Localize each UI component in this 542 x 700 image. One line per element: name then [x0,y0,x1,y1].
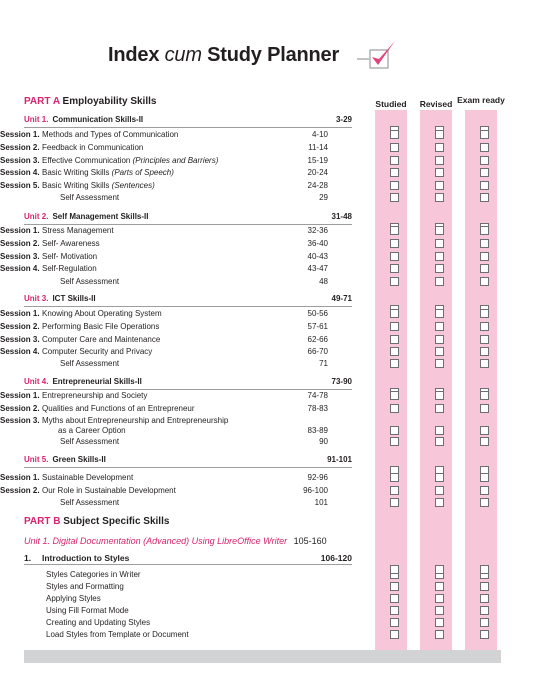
session-checkbox[interactable] [480,498,489,507]
session-label: Session 1. [0,226,40,235]
session-checkbox[interactable] [435,391,444,400]
part-a-label: PART A [24,96,60,107]
session-checkbox[interactable] [480,473,489,482]
unit-label: Unit 2. [24,212,49,221]
session-label: Session 1. [0,309,40,318]
session-checkbox[interactable] [435,143,444,152]
session-title: Basic Writing Skills (Sentences) [42,181,155,190]
session-title: Effective Communication (Principles and Barriers) [42,156,219,165]
session-checkbox[interactable] [435,277,444,286]
partb-item: Load Styles from Template or Document [46,630,189,639]
unit-rule [24,467,352,468]
session-title: Computer Security and Privacy [42,347,153,356]
unit-title: Entrepreneurial Skills-II [52,377,142,386]
partb-item-checkbox[interactable] [390,606,399,615]
session-checkbox[interactable] [435,130,444,139]
session-title: Stress Management [42,226,114,235]
unit-title: Green Skills-II [52,455,106,464]
session-title: Self Assessment [60,437,120,446]
session-title: Our Role in Sustainable Development [42,486,176,495]
session-label: Session 3. [0,156,40,165]
session-pages: 62-66 [307,335,328,344]
partb-item-checkbox[interactable] [435,618,444,627]
part-b-heading [24,516,169,527]
session-checkbox[interactable] [435,239,444,248]
partb-unit-pages: 105-160 [293,536,327,546]
session-title: Self- Motivation [42,252,98,261]
session-checkbox[interactable] [480,168,489,177]
session-checkbox[interactable] [435,426,444,435]
unit-heading [24,212,352,221]
partb-item-checkbox[interactable] [390,582,399,591]
session-checkbox[interactable] [390,168,399,177]
part-b-label: PART B [24,516,61,527]
session-checkbox[interactable] [390,473,399,482]
unit-heading [24,455,352,464]
unit-heading [24,294,352,303]
session-title-cont: as a Career Option [58,426,126,435]
session-pages: 74-78 [307,391,328,400]
title-italic: cum [164,44,202,66]
session-label: Session 3. [0,252,40,261]
column-header-exam-ready: Exam ready [457,95,505,105]
session-checkbox[interactable] [390,277,399,286]
session-checkbox[interactable] [480,277,489,286]
session-checkbox[interactable] [435,168,444,177]
partb-topic-checkbox[interactable] [480,565,489,574]
session-checkbox[interactable] [390,264,399,273]
unit-title: ICT Skills-II [52,294,96,303]
session-label: Session 4. [0,347,40,356]
session-checkbox[interactable] [480,335,489,344]
unit-pages: 49-71 [331,294,352,303]
session-checkbox[interactable] [390,335,399,344]
session-title: Self Assessment [60,277,120,286]
partb-item-checkbox[interactable] [480,630,489,639]
partb-item-checkbox[interactable] [480,606,489,615]
unit-label: Unit 5. [24,455,49,464]
session-pages: 36-40 [307,239,328,248]
session-title: Self Assessment [60,359,120,368]
unit-heading [24,115,352,124]
session-checkbox[interactable] [390,426,399,435]
unit-pages: 73-90 [331,377,352,386]
session-checkbox[interactable] [480,264,489,273]
session-checkbox[interactable] [480,322,489,331]
session-pages: 4-10 [311,130,328,139]
session-title: Sustainable Development [42,473,134,482]
session-label: Session 5. [0,181,40,190]
session-title: Methods and Types of Communication [42,130,179,139]
session-label: Session 1. [0,391,40,400]
session-checkbox[interactable] [390,437,399,446]
session-checkbox[interactable] [480,437,489,446]
session-checkbox[interactable] [480,391,489,400]
session-checkbox[interactable] [390,322,399,331]
session-checkbox[interactable] [390,486,399,495]
unit-pages: 91-101 [327,455,352,464]
partb-topic-title: Introduction to Styles [42,553,130,563]
unit-label: Unit 3. [24,294,49,303]
session-checkbox[interactable] [480,486,489,495]
session-pages: 71 [319,359,328,368]
session-pages: 50-56 [307,309,328,318]
unit-rule [24,306,352,307]
session-checkbox[interactable] [390,347,399,356]
session-checkbox[interactable] [390,309,399,318]
partb-item: Using Fill Format Mode [46,606,129,615]
session-checkbox[interactable] [480,426,489,435]
partb-item-checkbox[interactable] [390,630,399,639]
partb-item-checkbox[interactable] [435,594,444,603]
session-checkbox[interactable] [480,252,489,261]
partb-topic-checkbox[interactable] [390,565,399,574]
session-title: Computer Care and Maintenance [42,335,161,344]
session-label: Session 4. [0,168,40,177]
partb-topic-checkbox[interactable] [435,565,444,574]
unit-heading [24,377,352,386]
session-title: Self-Regulation [42,264,97,273]
session-checkbox[interactable] [435,335,444,344]
session-title: Myths about Entrepreneurship and Entrepreneurship [42,416,229,425]
part-a-heading [24,96,156,107]
session-checkbox[interactable] [435,404,444,413]
partb-unit-title: Digital Documentation (Advanced) Using LibreOffice Writer [52,536,288,546]
session-pages: 40-43 [307,252,328,261]
session-pages: 48 [319,277,328,286]
column-header-studied: Studied [375,99,407,109]
checkmark-icon [355,40,415,74]
session-label: Session 2. [0,322,40,331]
session-checkbox[interactable] [435,473,444,482]
session-checkbox[interactable] [390,239,399,248]
session-title: Entrepreneurship and Society [42,391,148,400]
session-label: Session 2. [0,143,40,152]
column-header-revised: Revised [419,99,453,109]
session-checkbox[interactable] [480,359,489,368]
session-pages: 11-14 [308,143,328,152]
session-pages: 29 [319,193,328,202]
unit-label: Unit 1. [24,115,49,124]
partb-item-checkbox[interactable] [435,582,444,591]
session-checkbox[interactable] [435,181,444,190]
partb-item-checkbox[interactable] [480,582,489,591]
session-title: Self- Awareness [42,239,100,248]
session-label: Session 1. [0,130,40,139]
session-checkbox[interactable] [480,181,489,190]
partb-topic-pages: 106-120 [320,553,352,563]
session-label: Session 1. [0,473,40,482]
session-label: Session 2. [0,404,40,413]
unit-rule [24,224,352,225]
session-checkbox[interactable] [435,486,444,495]
session-checkbox[interactable] [480,193,489,202]
session-pages: 20-24 [307,168,328,177]
session-checkbox[interactable] [435,322,444,331]
title-rest: Study Planner [207,44,340,66]
session-checkbox[interactable] [435,437,444,446]
session-checkbox[interactable] [435,226,444,235]
session-label: Session 3. [0,416,40,425]
session-checkbox[interactable] [480,143,489,152]
session-pages: 66-70 [307,347,328,356]
session-checkbox[interactable] [480,226,489,235]
session-label: Session 4. [0,264,40,273]
session-title: Performing Basic File Operations [42,322,160,331]
unit-title: Communication Skills-II [52,115,144,124]
unit-rule [24,127,352,128]
session-label: Session 2. [0,486,40,495]
session-title: Qualities and Functions of an Entrepreneur [42,404,195,413]
session-pages: 101 [314,498,328,507]
session-pages: 90 [319,437,328,446]
session-title: Self Assessment [60,193,120,202]
session-checkbox[interactable] [480,309,489,318]
session-pages: 96-100 [303,486,328,495]
part-a-title: Employability Skills [62,96,157,107]
session-checkbox[interactable] [390,391,399,400]
session-pages: 57-61 [307,322,328,331]
unit-label: Unit 4. [24,377,49,386]
session-checkbox[interactable] [390,404,399,413]
session-pages: 83-89 [307,426,328,435]
unit-rule [24,389,352,390]
session-title: Feedback in Communication [42,143,144,152]
partb-topic-row [24,553,352,563]
partb-topic-rule [24,564,352,565]
partb-item: Applying Styles [46,594,101,603]
session-checkbox[interactable] [435,498,444,507]
session-checkbox[interactable] [390,156,399,165]
session-title: Knowing About Operating System [42,309,162,318]
session-checkbox[interactable] [390,252,399,261]
session-checkbox[interactable] [480,130,489,139]
session-checkbox[interactable] [390,359,399,368]
session-checkbox[interactable] [390,193,399,202]
unit-pages: 31-48 [331,212,352,221]
session-label: Session 3. [0,335,40,344]
session-checkbox[interactable] [390,498,399,507]
session-pages: 32-36 [307,226,328,235]
footer-bar [24,650,501,663]
partb-item-checkbox[interactable] [480,594,489,603]
partb-item-checkbox[interactable] [390,618,399,627]
session-title: Basic Writing Skills (Parts of Speech) [42,168,174,177]
session-checkbox[interactable] [390,181,399,190]
unit-title: Self Management Skills-II [52,212,149,221]
session-checkbox[interactable] [435,252,444,261]
part-b-title: Subject Specific Skills [63,516,170,527]
title-main: Index [108,44,160,66]
session-title: Self Assessment [60,498,120,507]
session-checkbox[interactable] [480,404,489,413]
session-checkbox[interactable] [480,347,489,356]
session-pages: 92-96 [307,473,328,482]
session-checkbox[interactable] [480,239,489,248]
partb-unit-heading [24,536,327,546]
session-checkbox[interactable] [435,347,444,356]
session-pages: 24-28 [307,181,328,190]
session-checkbox[interactable] [435,359,444,368]
session-checkbox[interactable] [435,156,444,165]
partb-item: Styles Categories in Writer [46,570,141,579]
session-pages: 43-47 [307,264,328,273]
session-checkbox[interactable] [390,143,399,152]
partb-topic-label: 1. [24,553,32,563]
session-checkbox[interactable] [390,130,399,139]
unit-pages: 3-29 [335,115,352,124]
session-checkbox[interactable] [390,226,399,235]
session-checkbox[interactable] [435,309,444,318]
partb-item: Creating and Updating Styles [46,618,151,627]
partb-item-checkbox[interactable] [390,594,399,603]
session-pages: 78-83 [307,404,328,413]
session-checkbox[interactable] [435,193,444,202]
partb-item-checkbox[interactable] [480,618,489,627]
partb-unit-label: Unit 1. [24,536,51,546]
session-checkbox[interactable] [480,156,489,165]
partb-item: Styles and Formatting [46,582,124,591]
session-pages: 15-19 [307,156,328,165]
session-checkbox[interactable] [435,264,444,273]
partb-item-checkbox[interactable] [435,630,444,639]
session-label: Session 2. [0,239,40,248]
partb-item-checkbox[interactable] [435,606,444,615]
